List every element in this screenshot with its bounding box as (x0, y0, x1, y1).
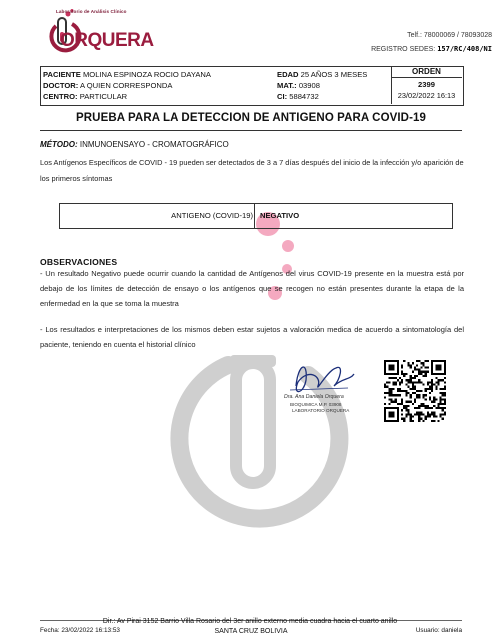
signer-title: BIOQUIMICA M.P. 03908 (290, 402, 342, 407)
test-result: NEGATIVO (260, 211, 300, 220)
observation-item: - Un resultado Negativo puede ocurrir cuando la cantidad de Antígenos del virus COVID-19 presente en la muestra está por debajo de los límites de detección de ensayo o los antígenos que se recogen no están presentes durante la etapa de la enfermedad en la que se toma la muestra (40, 269, 464, 308)
qr-code-icon (384, 360, 446, 422)
footer-user: Usuario: daniela (415, 627, 462, 634)
signer-lab: LABORATORIO ORQUERA (292, 408, 350, 413)
order-date: 23/02/2022 16:13 (397, 91, 456, 100)
footer-city: SANTA CRUZ BOLIVIA (214, 628, 288, 635)
signature-icon (278, 350, 368, 430)
registry-value: 157/RC/408/NI (437, 45, 492, 53)
edad-value: 25 AÑOS 3 MESES (300, 70, 368, 79)
method-value: INMUNOENSAYO - CROMATOGRÁFICO (79, 140, 229, 149)
brand-name: ORQUERA (60, 30, 154, 51)
ci-row (277, 92, 319, 101)
centro-label: CENTRO: (43, 92, 78, 101)
order-number: 2399 (418, 80, 435, 89)
title-divider (40, 130, 462, 131)
watermark-dot (282, 240, 294, 252)
edad-label: EDAD (277, 70, 299, 79)
doctor-value: A QUIEN CORRESPONDA (80, 81, 173, 90)
patient-name-row (43, 70, 211, 79)
footer-address: Dir.: Av Pirai 3152 Barrio Villa Rosario del 3er anillo externo media cuadra hacia el cuarto anillo (102, 618, 398, 625)
ci-value: 5884732 (289, 92, 319, 101)
registry-label: REGISTRO SEDES: (371, 46, 436, 53)
order-label: ORDEN (412, 67, 441, 76)
mat-label: MAT.: (277, 81, 297, 90)
doctor-label: DOCTOR: (43, 81, 79, 90)
phones: Telf.: 78000069 / 78093028 (407, 32, 492, 39)
doctor-row (43, 81, 172, 90)
report-title: PRUEBA PARA LA DETECCION DE ANTIGENO PARA COVID-19 (75, 112, 427, 124)
lab-name: Laboratorio de Análisis Clínico (56, 9, 127, 14)
ci-label: CI: (277, 92, 288, 101)
centro-row (43, 92, 127, 101)
method-description: Los Antígenos Específicos de COVID - 19 pueden ser detectados de 3 a 7 días después del inicio de la infección y/o aparición de los primeros síntomas (40, 158, 464, 183)
method-label: MÉTODO: (40, 140, 78, 149)
observations-title: OBSERVACIONES (40, 257, 118, 267)
edad-row (277, 70, 367, 79)
observation-item: - Los resultados e interpretaciones de los mismos deben estar sujetos a valoración medica de acuerdo a sintomatología del paciente, teniendo en cuenta el historial clínico (40, 325, 464, 349)
mat-value: 03908 (298, 81, 320, 90)
registry (371, 45, 492, 53)
footer-date: Fecha: 23/02/2022 16:13:53 (40, 627, 120, 634)
centro-value: PARTICULAR (79, 92, 128, 101)
result-divider (254, 203, 255, 229)
method-line (40, 140, 229, 149)
signer-name: Dra. Ana Daniela Orquera (284, 394, 344, 400)
patient-value: MOLINA ESPINOZA ROCIO DAYANA (82, 70, 211, 79)
test-name: ANTIGENO (COVID-19) (171, 211, 253, 220)
mat-row (277, 81, 320, 90)
patient-label: PACIENTE (43, 70, 81, 79)
order-divider (391, 77, 462, 78)
